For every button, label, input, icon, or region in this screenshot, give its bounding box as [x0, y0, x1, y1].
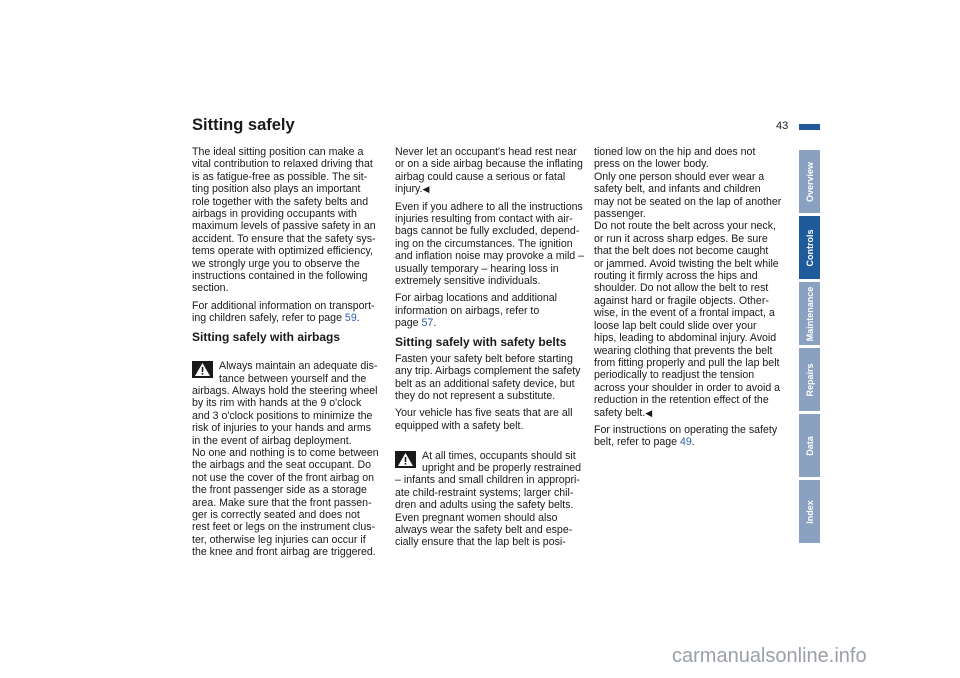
watermark: carmanualsonline.info [672, 645, 867, 667]
heading-safety-belts: Sitting safely with safety belts [395, 334, 567, 349]
tab-maintenance-label: Maintenance [804, 286, 815, 341]
tab-controls-label: Controls [804, 229, 815, 266]
warning-triangle-icon [192, 361, 213, 378]
column-1 [192, 146, 385, 559]
operating-text: For instructions on operating the safety belt, refer to page [594, 423, 778, 449]
transport-paragraph: For additional information on transport- ing children safely, refer to page 59. [192, 299, 375, 325]
page-title: Sitting safely [192, 116, 295, 134]
belt-routing-paragraph [594, 146, 787, 419]
fasten-paragraph: Fasten your safety belt before starting any trip. Airbags complement the safety belt as an additional safety device, but they do not represent a substitute. [395, 352, 581, 402]
warning-belts [395, 437, 588, 549]
page-number-bar [799, 124, 820, 130]
column-2 [395, 146, 588, 549]
page-number: 43 [776, 120, 789, 132]
page-link-49[interactable]: 49 [679, 436, 692, 449]
warning-airbags [192, 348, 385, 559]
tab-repairs-label: Repairs [804, 362, 815, 397]
locations-paragraph: For airbag locations and additional information on airbags, refer to page 57. [395, 292, 557, 330]
locations-text: For airbag locations and additional information on airbags, refer to page [395, 292, 557, 330]
tab-index-label: Index [804, 499, 815, 524]
tab-overview[interactable] [799, 150, 820, 213]
end-mark: ◀ [422, 184, 430, 195]
tab-repairs[interactable] [799, 348, 820, 411]
tab-data[interactable] [799, 414, 820, 477]
warning-triangle-icon [395, 451, 416, 468]
intro-paragraph: The ideal sitting position can make a vital contribution to relaxed driving that is as fatigue-free as possible. The sit- ting position also plays an important role together with the safety belts and airbags in providing occupants with maximum levels of passive safety in an accident. To ensure that the safety sys- tems operate with optimized efficiency, we strongly urge you to observe the instructions contained in the following section. [192, 146, 376, 295]
transport-text: For additional information on transport- ing children safely, refer to page [192, 299, 375, 325]
heading-airbags: Sitting safely with airbags [192, 329, 341, 344]
belt-routing-text: tioned low on the hip and does not press on the lower body. Only one person should ever wear a safety belt, and infants and children may not be seated on the lap of another passenger. Do not route the belt across your neck, or run it across sharp edges. Be sure that the belt does not become caught or jammed. Avoid twisting the belt while routing it firmly across the hips and shoulder. Do not allow the belt to rest against hard or fragile objects. Other- wise, in the event of a frontal impact, a loose lap belt could slide over your hips, leading to abdominal injury. Avoid wearing clothing that prevents the belt from fitting properly and pull the lap belt periodically to readjust the tension across your shoulder in order to avoid a reduction in the retention effect of the safety belt. [594, 146, 782, 419]
column-3 [594, 146, 787, 454]
tab-index[interactable] [799, 480, 820, 543]
section-tabs [799, 150, 820, 546]
operating-paragraph: For instructions on operating the safety belt, refer to page 49. [594, 423, 778, 449]
head-rest-text: Never let an occupant's head rest near or on a side airbag because the inflating airbag could cause a serious or fatal injury. [395, 146, 583, 196]
tab-overview-label: Overview [804, 161, 815, 202]
tab-controls[interactable] [799, 216, 820, 279]
warning-airbags-text: Always maintain an adequate dis- tance between yourself and the airbags. Always hold the steering wheel by its rim with hands at the 9 o'clock and 3 o'clock positions to minimize the risk of injuries to your hands and arms in the event of airbag deployment. No one and nothing is to come between the airbags and the seat occupant. Do not use the cover of the front airbag on the front passenger side as a storage area. Make sure that the front passen- ger is correctly seated and does not rest feet or legs on the instrument clus- ter, otherwise leg injuries can occur if the knee and front airbag are triggered. [192, 360, 379, 559]
warning-belts-text: At all times, occupants should sit upright and be properly restrained – infants and small children in appropri- ate child-restraint systems; larger chil- dren and adults using the safety belts. Even pregnant women should also always wear the safety belt and espe- cially ensure that the lap belt is posi- [395, 449, 582, 549]
head-rest-paragraph [395, 146, 588, 196]
page-link-57[interactable]: 57 [421, 317, 434, 330]
end-mark: ◀ [645, 407, 653, 418]
injury-paragraph: Even if you adhere to all the instructions injuries resulting from contact with air- bags cannot be fully excluded, depend- ing on the circumstances. The ignition and inflation noise may provoke a mild – usually temporary – hearing loss in extremely sensitive individuals. [395, 200, 585, 288]
tab-maintenance[interactable] [799, 282, 820, 345]
page-link-59[interactable]: 59 [344, 312, 357, 325]
seats-paragraph: Your vehicle has five seats that are all equipped with a safety belt. [395, 407, 573, 432]
tab-data-label: Data [804, 435, 815, 456]
